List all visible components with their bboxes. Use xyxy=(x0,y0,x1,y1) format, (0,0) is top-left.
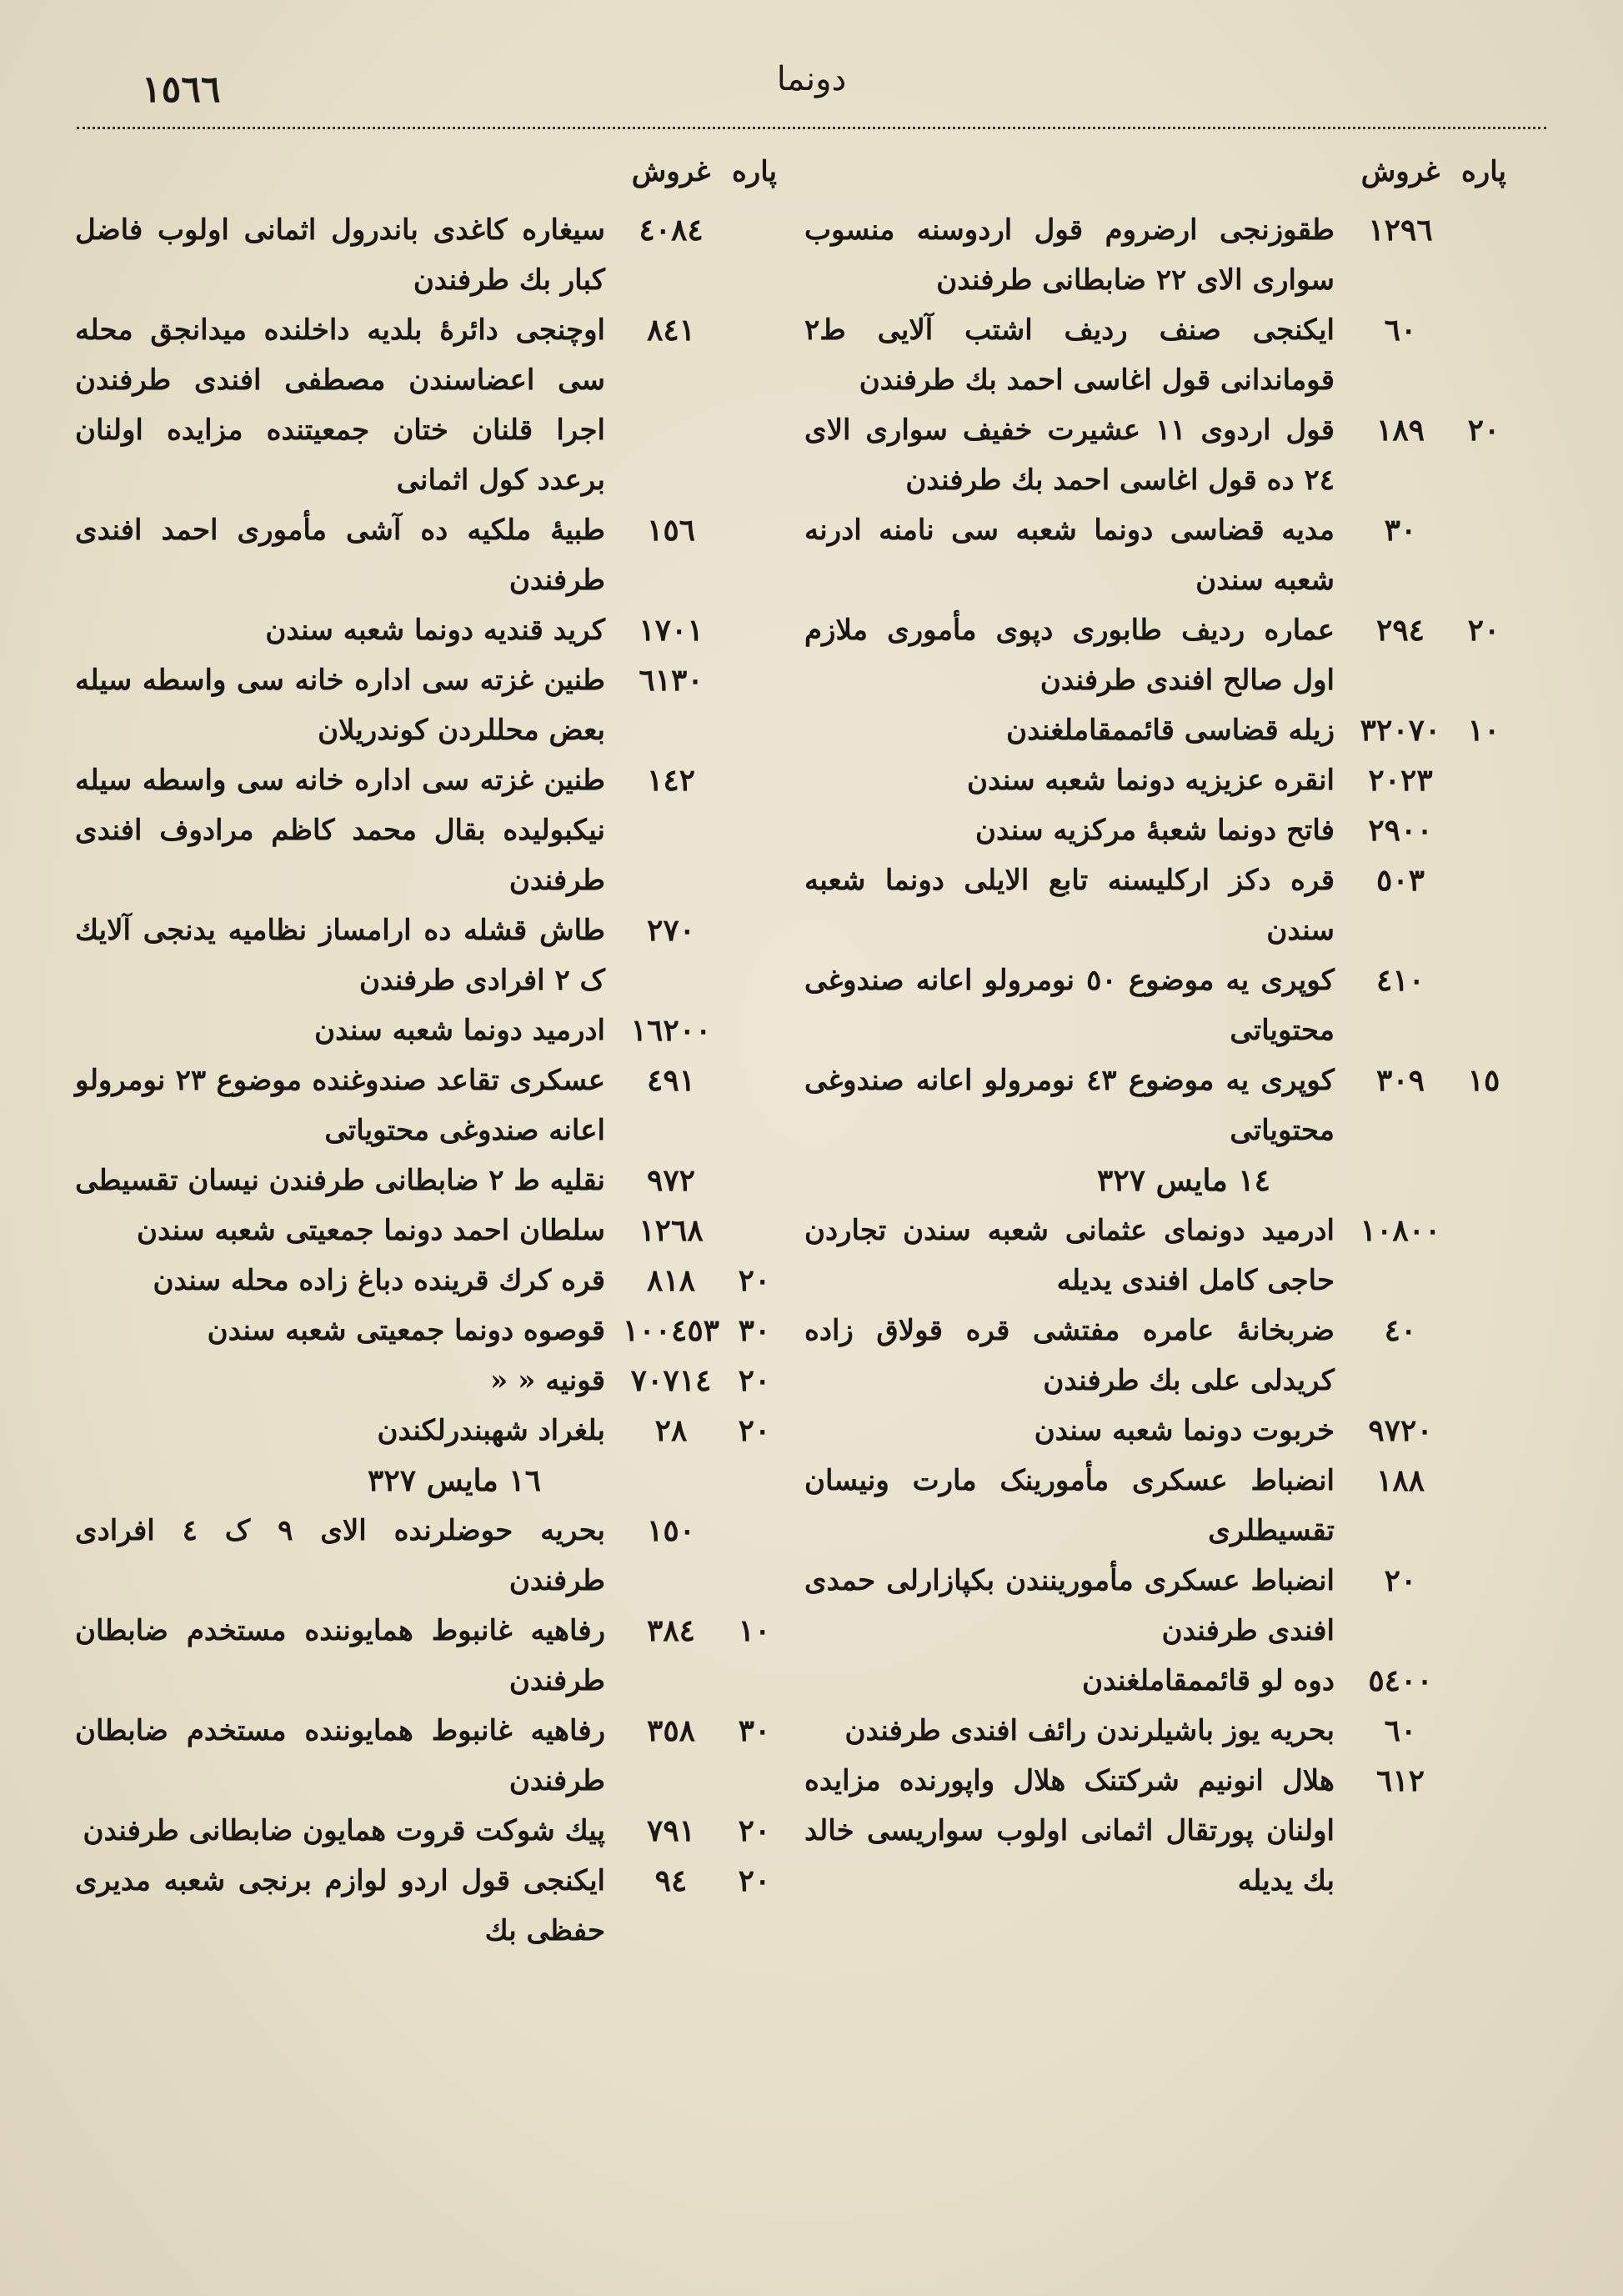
ghurush-amount: ١٢٩٦ xyxy=(1368,213,1433,248)
ghurush-amount: ١٨٩ xyxy=(1375,413,1425,448)
column-header xyxy=(804,155,1513,205)
ghurush-amount: ٣٥٨ xyxy=(646,1713,695,1748)
ghurush-amount: ١٥٦ xyxy=(646,513,695,548)
entry-description: قونیه « « xyxy=(490,1364,605,1397)
ghurush-amount: ٣٠٩ xyxy=(1375,1063,1425,1098)
ledger-entry xyxy=(804,505,1513,605)
entry-description: قره دکز ارکلیسنه تابع الایلی دونما شعبه سندن xyxy=(804,864,1335,947)
unit-para-label: پاره xyxy=(731,155,778,188)
entry-description: نقلیه ط ٢ ضابطانی طرفندن نیسان تقسیطی xyxy=(75,1164,605,1197)
ghurush-amount: ٩٧٢ xyxy=(646,1163,695,1198)
para-amount: ٣٠ xyxy=(738,1313,771,1348)
ghurush-amount: ٣٨٤ xyxy=(646,1613,695,1648)
ghurush-amount: ٩٧٢٠ xyxy=(1368,1413,1433,1448)
ghurush-amount: ٢٨ xyxy=(654,1413,688,1448)
para-amount: ١٥ xyxy=(1467,1063,1500,1098)
entry-description: زیله قضاسی قائممقاملغندن xyxy=(1006,714,1335,747)
ledger-entry xyxy=(75,605,784,655)
ledger-entry xyxy=(75,1856,784,1956)
para-amount: ١٠ xyxy=(738,1613,771,1648)
ledger-entry xyxy=(75,755,784,905)
ghurush-amount: ٢٩٠٠ xyxy=(1368,813,1433,848)
ledger-entry xyxy=(75,205,784,305)
entry-description: پیك شوکت قروت همایون ضابطانی طرفندن xyxy=(83,1814,605,1847)
ghurush-amount: ٦١٣٠ xyxy=(639,663,704,698)
ledger-entry xyxy=(75,1005,784,1055)
running-title: دونما xyxy=(776,60,847,98)
entry-description: بلغراد شهبندرلکندن xyxy=(377,1414,605,1447)
ghurush-amount: ١٢٦٨ xyxy=(639,1213,704,1248)
left-column xyxy=(75,155,784,1956)
entry-description: عماره ردیف طابوری دپوی مأموری ملازم اول صالح افندی طرفندن xyxy=(804,614,1335,697)
entry-description: کوپری یه موضوع ٥٠ نومرولو اعانه صندوغی محتویاتی xyxy=(804,964,1335,1047)
entry-description: رفاهیه غانبوط همایوننده مستخدم ضابطان طرفندن xyxy=(75,1714,605,1797)
entry-description: طاش قشله ده ارامساز نظامیه یدنجی آلایك ک ٢ افرادی طرفندن xyxy=(75,914,605,997)
para-amount: ٢٠ xyxy=(1467,613,1500,648)
entry-description: ضربخانهٔ عامره مفتشی قره قولاق زاده کریدلی علی بك طرفندن xyxy=(804,1314,1335,1397)
ledger-entry xyxy=(75,1406,784,1456)
ledger-entry xyxy=(804,855,1513,955)
ledger-entry xyxy=(75,1606,784,1706)
ledger-entry xyxy=(804,205,1513,305)
ledger-entry xyxy=(804,705,1513,755)
entry-description: طنین غزته سی اداره خانه سی واسطه سیله بعض محللردن کوندریلان xyxy=(75,664,605,747)
ledger-entry xyxy=(804,1055,1513,1156)
entry-description: خربوت دونما شعبه سندن xyxy=(1034,1414,1335,1447)
ledger-entry xyxy=(804,305,1513,405)
ghurush-amount: ٣٠ xyxy=(1384,513,1417,548)
para-amount: ١٠ xyxy=(1467,713,1500,748)
ghurush-amount: ١٠٠٤٥٣ xyxy=(622,1313,719,1348)
ledger-entry xyxy=(804,1206,1513,1306)
ledger-entry xyxy=(804,605,1513,705)
ghurush-amount: ٥٠٣ xyxy=(1375,863,1425,898)
entry-description: انقره عزیزیه دونما شعبه سندن xyxy=(967,764,1335,797)
entry-description: سلطان احمد دونما جمعیتی شعبه سندن xyxy=(136,1214,605,1247)
entry-description: قره کرك قرینده دباغ زاده محله سندن xyxy=(153,1264,605,1297)
ledger-entry xyxy=(804,405,1513,505)
unit-para-label: پاره xyxy=(1460,155,1507,188)
ledger-entry xyxy=(804,1406,1513,1456)
ghurush-amount: ١٨٨ xyxy=(1375,1463,1425,1498)
entry-description: هلال انونیم شرکتنک هلال واپورنده مزایده اولنان پورتقال اثمانی اولوب سواریسی خالد بك یدیله xyxy=(804,1764,1335,1897)
ghurush-amount: ٩٤ xyxy=(654,1863,688,1898)
ledger-entry xyxy=(804,805,1513,855)
entry-description: طقوزنجی ارضروم قول اردوسنه منسوب سواری الای ٢٢ ضابطانی طرفندن xyxy=(804,213,1335,297)
ledger-entry xyxy=(75,1306,784,1356)
entry-description: رفاهیه غانبوط همایوننده مستخدم ضابطان طرفندن xyxy=(75,1614,605,1697)
ghurush-amount: ٧٠٧١٤ xyxy=(630,1363,712,1398)
date-heading: ١٦ مایس ٣٢٧ xyxy=(368,1463,541,1498)
ghurush-amount: ٢٠ xyxy=(1384,1563,1417,1598)
ledger-entry xyxy=(804,1756,1513,1906)
column-header xyxy=(75,155,784,205)
para-amount: ٢٠ xyxy=(738,1863,771,1898)
entry-description: قوصوه دونما جمعیتی شعبه سندن xyxy=(207,1314,605,1347)
entry-description: عسکری تقاعد صندوغنده موضوع ٢٣ نومرولو اعانه صندوغی محتویاتی xyxy=(75,1064,605,1147)
entry-description: بحریه حوضلرنده الای ٩ ک ٤ افرادی طرفندن xyxy=(75,1514,606,1597)
entry-description: ادرمید دونما شعبه سندن xyxy=(314,1014,605,1047)
ledger-entry xyxy=(75,505,784,605)
ledger-entry xyxy=(75,1706,784,1806)
entry-description: قول اردوی ١١ عشیرت خفیف سواری الای ٢٤ ده قول اغاسی احمد بك طرفندن xyxy=(804,414,1335,497)
entry-description: ایکنجی قول اردو لوازم برنجی شعبه مدیری حفظی بك xyxy=(75,1864,605,1948)
ghurush-amount: ٤٠٨٤ xyxy=(639,213,704,248)
header-rule xyxy=(77,127,1546,129)
ledger-entry xyxy=(75,1206,784,1256)
unit-ghurush-label: غروش xyxy=(1360,155,1440,188)
ghurush-amount: ٢٩٤ xyxy=(1375,613,1425,648)
ledger-entry xyxy=(804,955,1513,1055)
ledger-entry xyxy=(75,1156,784,1206)
ghurush-amount: ١٤٢ xyxy=(646,763,695,798)
ledger-entry xyxy=(804,1656,1513,1706)
para-amount: ٢٠ xyxy=(738,1813,771,1848)
ghurush-amount: ٧٩١ xyxy=(646,1813,695,1848)
entry-description: بحریه یوز باشیلرندن رائف افندی طرفندن xyxy=(844,1714,1335,1747)
ledger-entry xyxy=(804,755,1513,805)
entry-description: کوپری یه موضوع ٤٣ نومرولو اعانه صندوغی محتویاتی xyxy=(804,1064,1335,1147)
entry-description: ادرمید دونمای عثمانی شعبه سندن تجاردن حاجی کامل افندی یدیله xyxy=(804,1214,1335,1297)
ghurush-amount: ٨١٨ xyxy=(646,1263,695,1298)
ledger-entry xyxy=(804,1706,1513,1756)
ledger-entry xyxy=(804,1306,1513,1406)
entry-description: انضباط عسکری مأمورینندن بکپازارلی حمدی افندی طرفندن xyxy=(804,1564,1335,1647)
para-amount: ٢٠ xyxy=(738,1413,771,1448)
entry-description: مدیه قضاسی دونما شعبه سی نامنه ادرنه شعبه سندن xyxy=(804,514,1335,597)
entry-description: اوچنجی دائرهٔ بلدیه داخلنده میدانجق محله سی اعضاسندن مصطفی افندی طرفندن اجرا قلنان ختان جمعیتنده مزایده اولنان برعدد کول اثمانی xyxy=(75,313,605,497)
ghurush-amount: ٤٠ xyxy=(1384,1313,1417,1348)
ledger-entry xyxy=(75,305,784,505)
entry-description: سیغاره کاغدی باندرول اثمانی اولوب فاضل کبار بك طرفندن xyxy=(75,213,605,297)
ghurush-amount: ١٥٠ xyxy=(646,1513,695,1548)
ghurush-amount: ١٠٨٠٠ xyxy=(1360,1213,1441,1248)
para-amount: ٢٠ xyxy=(1467,413,1500,448)
para-amount: ٢٠ xyxy=(738,1363,771,1398)
ghurush-amount: ٥٤٠٠ xyxy=(1368,1663,1433,1698)
para-amount: ٢٠ xyxy=(738,1263,771,1298)
ghurush-amount: ٦١٢ xyxy=(1375,1763,1425,1798)
ledger-entry xyxy=(75,905,784,1005)
ghurush-amount: ٦٠ xyxy=(1384,1713,1417,1748)
ledger-entry xyxy=(75,1506,784,1606)
entry-description: دوه لو قائممقاملغندن xyxy=(1082,1664,1335,1697)
para-amount: ٣٠ xyxy=(738,1713,771,1748)
ghurush-amount: ٢٠٢٣ xyxy=(1368,763,1433,798)
date-heading: ١٤ مایس ٣٢٧ xyxy=(1097,1163,1270,1198)
ghurush-amount: ١٦٢٠٠ xyxy=(630,1013,712,1048)
ledger-entry xyxy=(804,1556,1513,1656)
entry-description: طنین غزته سی اداره خانه سی واسطه سیله نیکبولیده بقال محمد کاظم مرادوف افندی طرفندن xyxy=(75,764,605,897)
right-column xyxy=(804,155,1513,1906)
entry-description: طبیهٔ ملکیه ده آشی مأموری احمد افندی طرفندن xyxy=(75,514,605,597)
entry-description: ایکنجی صنف ردیف اشتب آلایی ط٢ قوماندانی قول اغاسی احمد بك طرفندن xyxy=(804,313,1335,397)
ledger-entry xyxy=(75,1806,784,1856)
entry-description: فاتح دونما شعبهٔ مرکزیه سندن xyxy=(975,814,1335,847)
ledger-entry xyxy=(804,1456,1513,1556)
ledger-entry xyxy=(75,1256,784,1306)
page-number: ١٥٦٦ xyxy=(142,68,221,111)
ghurush-amount: ٤٩١ xyxy=(646,1063,695,1098)
ledger-entry xyxy=(75,1356,784,1406)
entry-description: کرید قندیه دونما شعبه سندن xyxy=(265,614,605,647)
ledger-entry xyxy=(75,1055,784,1156)
entry-description: انضباط عسکری مأمورینک مارت ونیسان تقسیطلری xyxy=(804,1464,1335,1547)
ghurush-amount: ١٧٠١ xyxy=(639,613,704,648)
ghurush-amount: ٨٤١ xyxy=(646,313,695,348)
ghurush-amount: ٦٠ xyxy=(1384,313,1417,348)
unit-ghurush-label: غروش xyxy=(631,155,711,188)
ghurush-amount: ٢٧٠ xyxy=(646,913,695,948)
ledger-entry xyxy=(75,655,784,755)
ghurush-amount: ٤١٠ xyxy=(1375,963,1425,998)
ghurush-amount: ٣٢٠٧٠ xyxy=(1360,713,1441,748)
